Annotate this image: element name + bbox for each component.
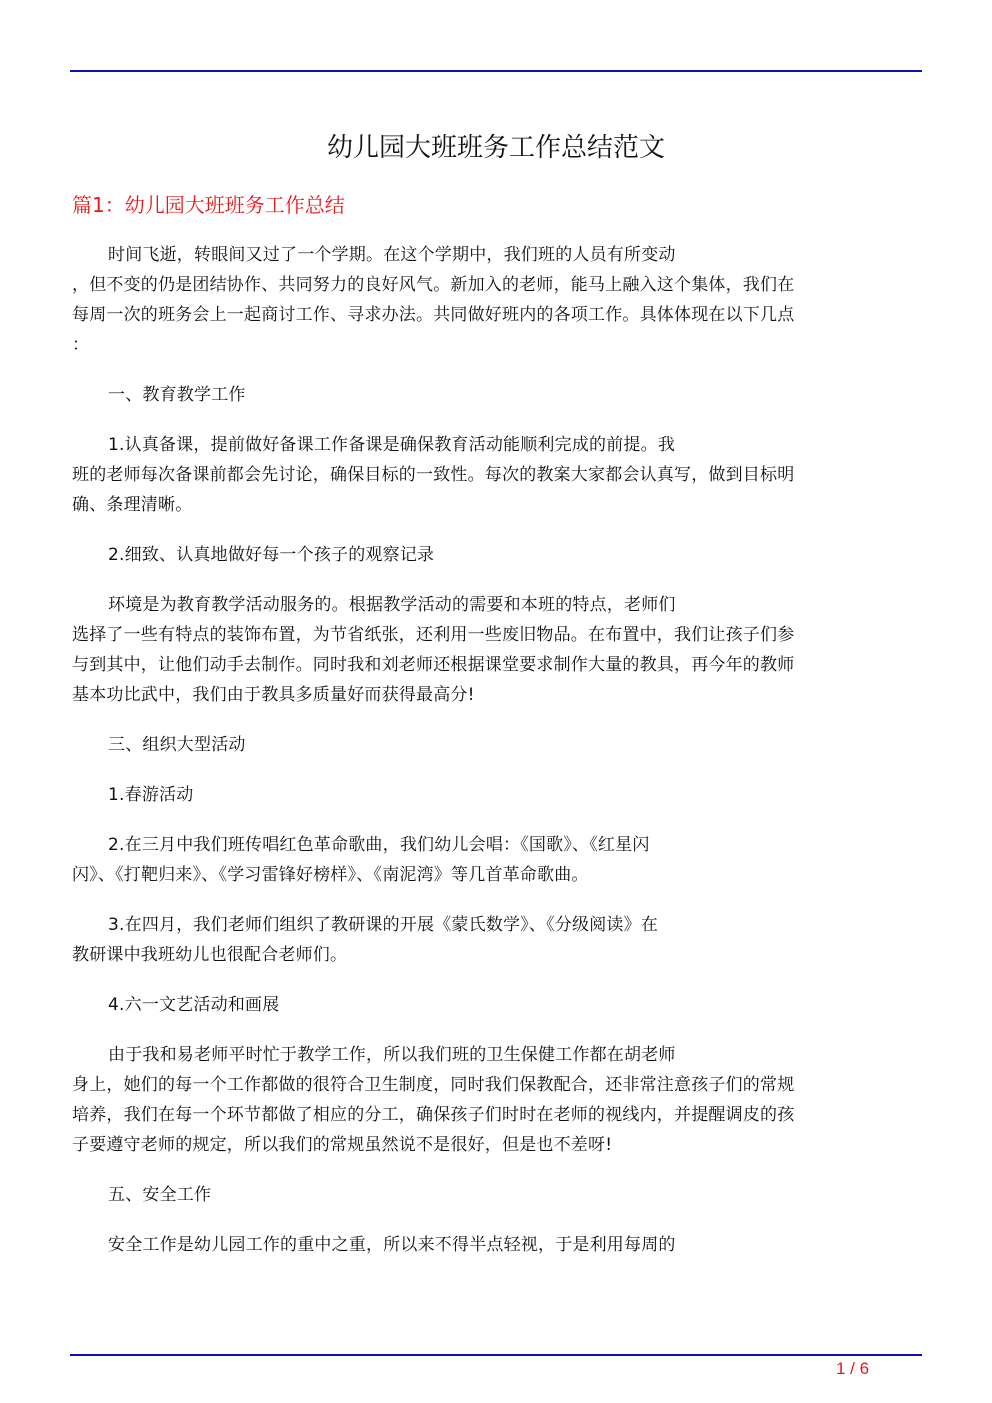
section-heading: 篇1：幼儿园大班班务工作总结 — [72, 193, 345, 217]
header-rule — [70, 70, 922, 72]
paragraph-line: 与到其中，让他们动手去制作。同时我和刘老师还根据课堂要求制作大量的教具，再今年的教师 — [72, 655, 795, 675]
paragraph — [72, 830, 917, 890]
paragraph — [72, 780, 917, 810]
paragraph-line: 每周一次的班务会上一起商讨工作、寻求办法。共同做好班内的各项工作。具体体现在以下几点 — [72, 305, 795, 325]
paragraph — [72, 910, 917, 970]
paragraph-line: 选择了一些有特点的装饰布置，为节省纸张，还利用一些废旧物品。在布置中，我们让孩子们参 — [72, 625, 795, 645]
footer-rule — [70, 1354, 922, 1356]
paragraph-line: 3.在四月，我们老师们组织了教研课的开展《蒙氏数学》、《分级阅读》在 — [108, 915, 659, 935]
paragraph-line: 4.六一文艺活动和画展 — [108, 995, 280, 1015]
paragraph — [72, 1180, 917, 1210]
paragraph — [72, 730, 917, 760]
paragraph-line: ： — [72, 335, 90, 355]
paragraph — [72, 540, 917, 570]
paragraph-line: 2.细致、认真地做好每一个孩子的观察记录 — [108, 545, 435, 565]
paragraph-line: 一、教育教学工作 — [108, 385, 246, 405]
document-title: 幼儿园大班班务工作总结范文 — [326, 133, 665, 163]
paragraph-line: 五、安全工作 — [108, 1185, 212, 1205]
paragraph — [72, 430, 917, 520]
paragraph-line: 三、组织大型活动 — [108, 735, 246, 755]
paragraph-line: 子要遵守老师的规定，所以我们的常规虽然说不是很好，但是也不差呀! — [72, 1135, 613, 1155]
document-body — [72, 240, 917, 1280]
paragraph-line: 时间飞逝，转眼间又过了一个学期。在这个学期中，我们班的人员有所变动 — [108, 245, 676, 265]
paragraph — [72, 590, 917, 710]
paragraph — [72, 1040, 917, 1160]
paragraph-line: 安全工作是幼儿园工作的重中之重，所以来不得半点轻视，于是利用每周的 — [108, 1235, 676, 1255]
paragraph-line: ，但不变的仍是团结协作、共同努力的良好风气。新加入的老师，能马上融入这个集体，我们在 — [72, 275, 795, 295]
paragraph-line: 基本功比武中，我们由于教具多质量好而获得最高分! — [72, 685, 475, 705]
paragraph-line: 1.春游活动 — [108, 785, 194, 805]
paragraph-line: 确、条理清晰。 — [72, 495, 193, 515]
paragraph-line: 教研课中我班幼儿也很配合老师们。 — [72, 945, 348, 965]
paragraph — [72, 240, 917, 360]
paragraph-line: 培养，我们在每一个环节都做了相应的分工，确保孩子们时时在老师的视线内，并提醒调皮的孩 — [72, 1105, 795, 1125]
paragraph-line: 班的老师每次备课前都会先讨论，确保目标的一致性。每次的教案大家都会认真写，做到目标明 — [72, 465, 795, 485]
paragraph-line: 1.认真备课，提前做好备课工作备课是确保教育活动能顺利完成的前提。我 — [108, 435, 676, 455]
page-indicator: 1 / 6 — [836, 1359, 870, 1378]
paragraph — [72, 1230, 917, 1260]
paragraph-line: 环境是为教育教学活动服务的。根据教学活动的需要和本班的特点，老师们 — [108, 595, 676, 615]
paragraph — [72, 380, 917, 410]
paragraph-line: 2.在三月中我们班传唱红色革命歌曲，我们幼儿会唱：《国歌》、《红星闪 — [108, 835, 650, 855]
paragraph-line: 由于我和易老师平时忙于教学工作，所以我们班的卫生保健工作都在胡老师 — [108, 1045, 676, 1065]
paragraph-line: 身上，她们的每一个工作都做的很符合卫生制度，同时我们保教配合，还非常注意孩子们的常规 — [72, 1075, 795, 1095]
paragraph — [72, 990, 917, 1020]
paragraph-line: 闪》、《打靶归来》、《学习雷锋好榜样》、《南泥湾》等几首革命歌曲。 — [72, 865, 589, 885]
